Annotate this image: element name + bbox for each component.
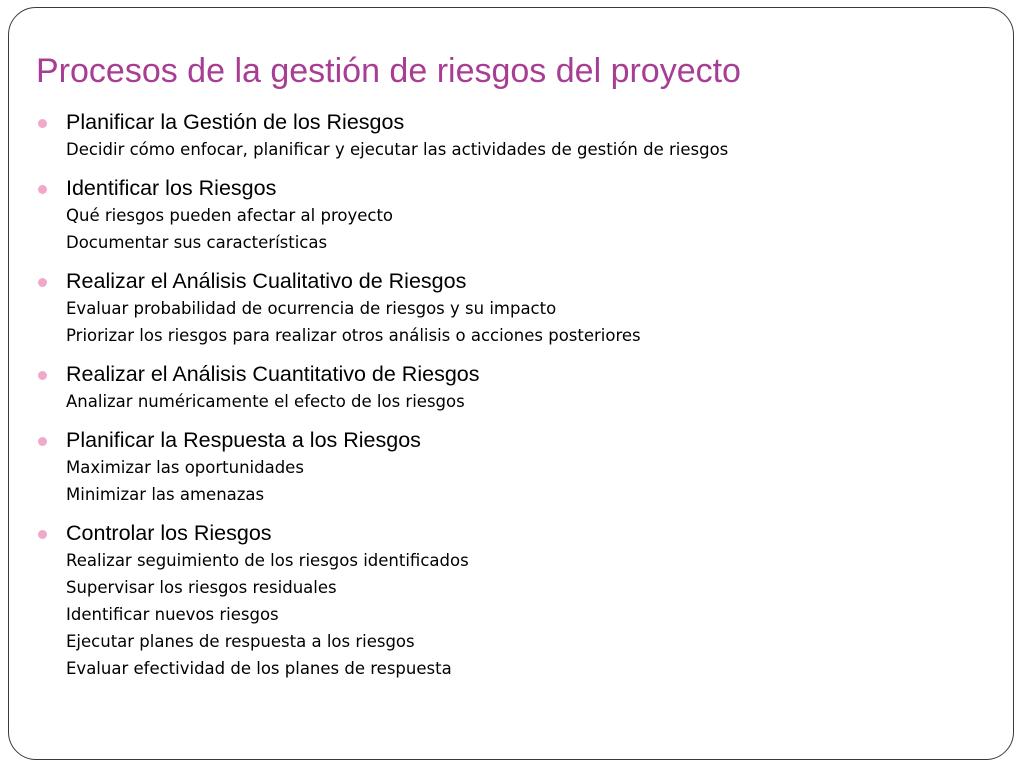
bullet-dot-icon [38,185,47,194]
item-detail: Documentar sus características [66,233,328,252]
list-item [38,108,978,163]
item-detail: Ejecutar planes de respuesta a los riesgos [66,632,415,651]
item-heading: Controlar los Riesgos [66,521,272,545]
slide-title: Procesos de la gestión de riesgos del proyecto [36,52,741,90]
bullet-dot-icon [38,437,47,446]
item-heading: Realizar el Análisis Cuantitativo de Riesgos [66,362,480,386]
list-item [38,360,978,415]
item-heading: Identificar los Riesgos [66,176,277,200]
item-heading: Planificar la Respuesta a los Riesgos [66,428,421,452]
list-item [38,519,978,682]
item-heading: Planificar la Gestión de los Riesgos [66,110,405,134]
list-item [38,174,978,256]
bullet-dot-icon [38,278,47,287]
item-detail: Maximizar las oportunidades [66,458,304,477]
list-item [38,267,978,349]
item-detail: Evaluar efectividad de los planes de respuesta [66,659,452,678]
item-detail: Decidir cómo enfocar, planificar y ejecutar las actividades de gestión de riesgos [66,140,729,159]
item-detail: Identificar nuevos riesgos [66,605,279,624]
bullet-dot-icon [38,119,47,128]
item-heading: Realizar el Análisis Cualitativo de Riesgos [66,269,467,293]
item-detail: Realizar seguimiento de los riesgos identificados [66,551,469,570]
bullet-dot-icon [38,371,47,380]
item-detail: Supervisar los riesgos residuales [66,578,337,597]
item-detail: Minimizar las amenazas [66,485,265,504]
bullet-list [38,108,978,693]
item-detail: Priorizar los riesgos para realizar otros análisis o acciones posteriores [66,326,641,345]
item-detail: Qué riesgos pueden afectar al proyecto [66,206,394,225]
item-detail: Analizar numéricamente el efecto de los riesgos [66,392,465,411]
item-detail: Evaluar probabilidad de ocurrencia de riesgos y su impacto [66,299,557,318]
bullet-dot-icon [38,530,47,539]
list-item [38,426,978,508]
